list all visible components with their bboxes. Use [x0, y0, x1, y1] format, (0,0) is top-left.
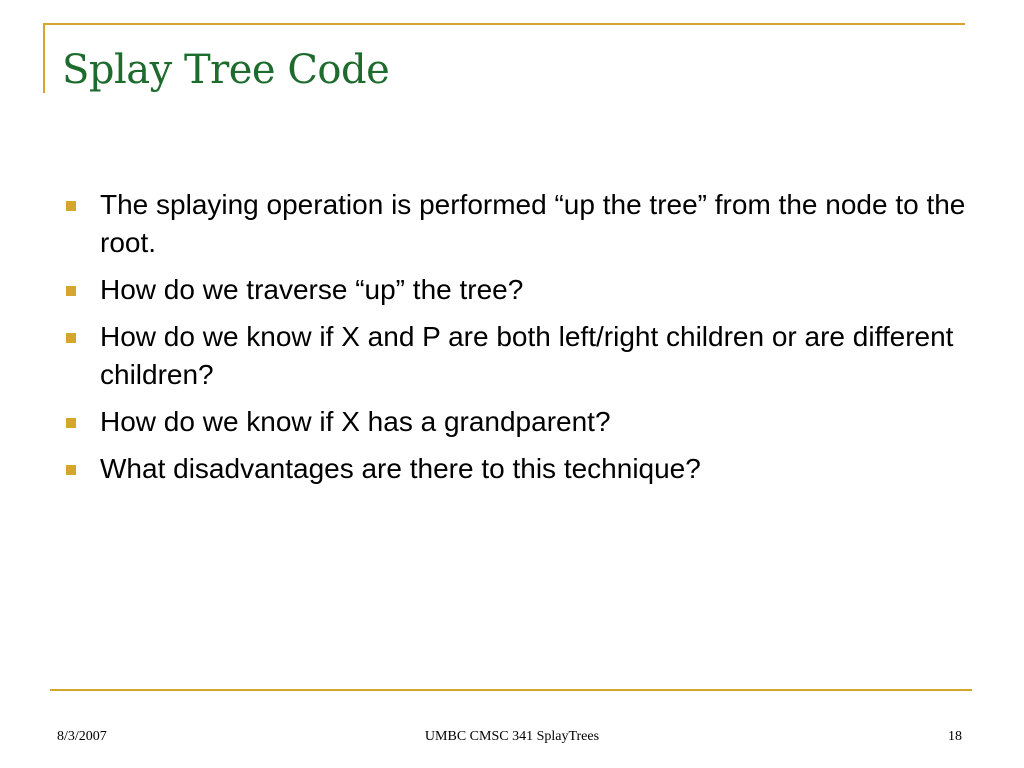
footer-page-number: 18 — [948, 729, 962, 744]
bullet-text: How do we know if X has a grandparent? — [100, 406, 611, 437]
bullet-text: How do we traverse “up” the tree? — [100, 274, 524, 305]
square-bullet-icon — [66, 286, 76, 296]
bullet-text: How do we know if X and P are both left/right children or are different children? — [100, 321, 954, 390]
slide-title: Splay Tree Code — [62, 47, 390, 93]
footer-date: 8/3/2007 — [57, 729, 107, 744]
title-frame-left-rule — [43, 23, 45, 93]
title-frame-top-rule — [43, 23, 965, 25]
bullet-item — [66, 403, 966, 441]
bullet-list — [66, 186, 966, 497]
bullet-item — [66, 318, 966, 394]
bullet-item — [66, 450, 966, 488]
bullet-item — [66, 271, 966, 309]
bullet-text: The splaying operation is performed “up the tree” from the node to the root. — [100, 189, 966, 258]
footer-course-title: UMBC CMSC 341 SplayTrees — [424, 729, 600, 744]
square-bullet-icon — [66, 201, 76, 211]
bullet-text: What disadvantages are there to this technique? — [100, 453, 701, 484]
bullet-item — [66, 186, 966, 262]
square-bullet-icon — [66, 418, 76, 428]
footer-rule — [50, 689, 972, 691]
square-bullet-icon — [66, 465, 76, 475]
square-bullet-icon — [66, 333, 76, 343]
